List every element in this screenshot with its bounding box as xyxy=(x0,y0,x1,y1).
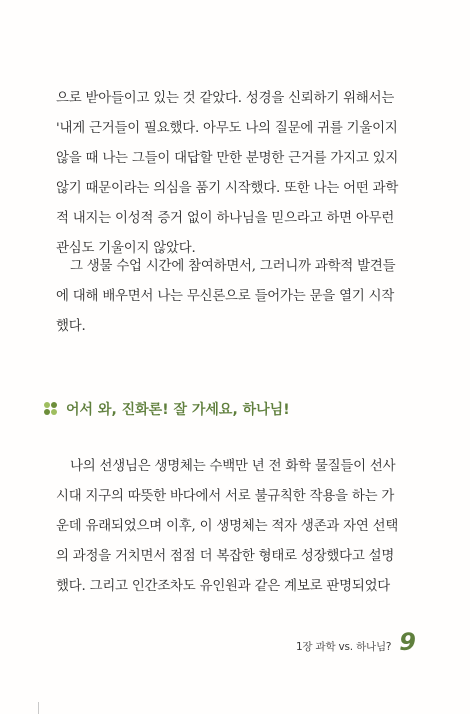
section-heading xyxy=(44,398,290,420)
running-footer-chapter: 1장 과학 vs. 하나님? xyxy=(295,641,392,653)
body-paragraph-1: 으로 받아들이고 있는 것 같았다. 성경을 신뢰하기 위해서는 '내게 근거들이 필요했다. 아무도 나의 질문에 귀를 기울이지 않을 때 나는 그들이 대답할 만한 분명한 근거를 가지고 있지 않기 때문이라는 의심을 품기 시작했다. 또한 나는 어떤 과학 적 내지는 이성적 증거 없이 하나님을 믿으라고 하면 아무런 관심도 기울이지 않았다. xyxy=(56,91,399,256)
bullet-dots-icon xyxy=(44,402,58,416)
body-paragraph-3: 나의 선생님은 생명체는 수백만 년 전 화학 물질들이 선사 시대 지구의 따뜻한 바다에서 서로 불규칙한 작용을 하는 가 운데 유래되었으며 이후, 이 생명체는 적자 생존과 자연 선택 의 과정을 거치면서 점점 더 복잡한 형태로 성장했다고 설명 했다. 그리고 인간조차도 유인원과 같은 계보로 판명되었다 xyxy=(56,459,399,594)
page-number: 9 xyxy=(399,628,416,656)
page-footer xyxy=(296,628,416,656)
section-heading-text: 어서 와, 진화론! 잘 가세요, 하나님! xyxy=(66,402,290,418)
page-edge-mark xyxy=(38,702,39,714)
body-paragraph-2: 그 생물 수업 시간에 참여하면서, 그러니까 과학적 발견들 에 대해 배우면서 나는 무신론으로 들어가는 문을 열기 시작 했다. xyxy=(56,259,396,334)
